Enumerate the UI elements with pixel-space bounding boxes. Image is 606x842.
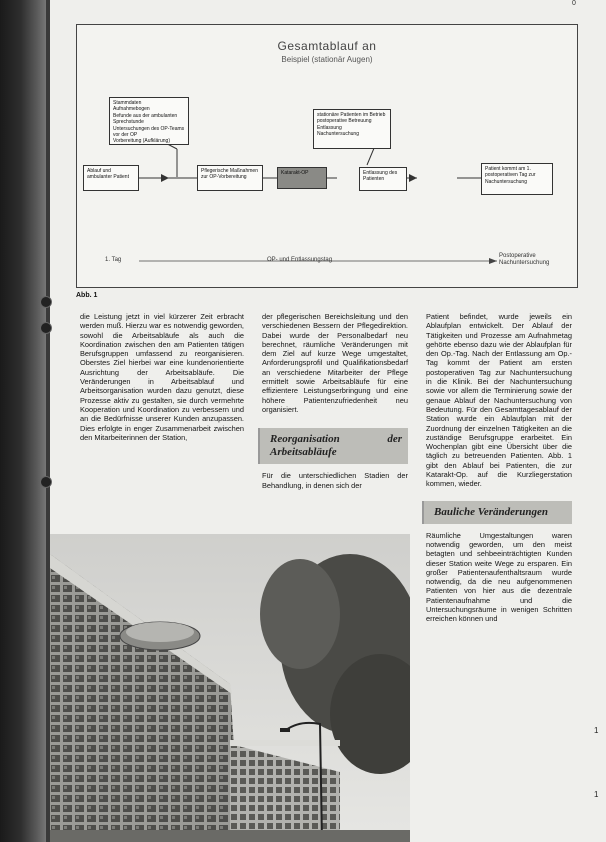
- prep-list-box: [109, 97, 189, 145]
- flow-step-followup: Patient kommt am 1. postoperativen Tag zur Nachuntersuchung: [481, 163, 553, 195]
- body-paragraph: Für die unterschiedlichen Stadien der Behandlung, in denen sich der: [262, 471, 408, 490]
- building-photo: [50, 534, 410, 842]
- list-item: Befunde aus der ambulanten Sprechstunde: [113, 112, 178, 126]
- process-diagram: [76, 24, 578, 288]
- list-item: postoperative Betreuung: [317, 118, 372, 125]
- body-paragraph: der pflegerischen Bereichsleitung und den verschiedenen Bessern der Pflegedirektion. Dabei wurde der Personalbedarf neu berechnet, räumliche Veränderungen mit dem Ziel auf kurze Wege umgestaltet, Anforderungsprofil und Qualifikationsbedarf an verschiedene Mitarbeiter der Pflege ermittelt sowie Arbeitsabläufe für eine effizientere Leistungserbringung und eine höhere Patientenzufriedenheit neu organisiert.: [262, 312, 408, 414]
- list-item: Nachuntersuchung: [317, 131, 359, 138]
- postop-list-box: [313, 109, 391, 149]
- flow-step-surgery: Katarakt-OP: [277, 167, 327, 189]
- binding-hole: [40, 322, 52, 334]
- body-paragraph: Patient befindet, wurde jeweils ein Ablaufplan entwickelt. Der Ablauf der Tätigkeiten und Prozesse am Aufnahmetag gehörte ebenso dazu wie der Ablaufplan für den Op.-Tag. Nach der Entlassung am Op.-Tag kommt der Patient am ersten postoperativen Tag zur Nachuntersuchung in die Klinik. Bei der Nachuntersuchung sowie vor allem die Terminierung sowie der genaue Ablauf der Nachuntersuchung von Bedeutung. Für den Gesamttagesablauf der Station wurde ein Ablaufplan mit der Zuordnung der einzelnen Tätigkeiten an die zuständige Berufsgruppe erarbeitet. Ein Wochenplan gibt eine Übersicht über die täglich zu betreuenden Patienten. Abb. 1 gibt den Ablauf bei Patienten, die zur Katarakt-Op. auf die Kurzliegerstation kommen, wieder.: [426, 312, 572, 489]
- list-item: stationäre Patienten im Betrieb: [317, 112, 386, 118]
- diagram-connectors: [77, 25, 577, 287]
- flow-step-discharge: Entlassung des Patienten: [359, 167, 407, 191]
- list-item: Entlassung: [317, 124, 342, 131]
- building-illustration: [50, 534, 410, 842]
- list-item: Stammdaten: [113, 100, 142, 106]
- flow-step-admission: Ablauf und ambulanter Patient: [83, 165, 139, 191]
- binding-hole: [40, 476, 52, 488]
- body-paragraph: die Leistung jetzt in viel kürzerer Zeit erbracht werden muß. Hierzu war es notwendig geworden, sowohl die Arbeitsabläufe als auch die Koordination zwischen den am Patienten tätigen Berufsgruppen umfassend zu reorganisieren. Oberstes Ziel hierbei war eine kundenorientierte Ausrichtung der Arbeitsabläufe. Die Veränderungen in Arbeitsablauf und Arbeitsorganisation wurden dazu genutzt, diese Prozesse aktiv zu gestalten, sie durch vermehrte Kooperation und Koordination zu verbessern und an die Bedürfnisse unserer Kunden anzupassen. Dies erfolgte in enger Zusammenarbeit zwischen den Mitarbeiterinnen der Station,: [80, 312, 244, 442]
- edge-mark: 1: [594, 726, 599, 735]
- list-item: Aufnahmebogen: [113, 106, 150, 113]
- text-column-2: [262, 312, 408, 490]
- timeline-label-start: 1. Tag: [105, 257, 122, 263]
- page-number: 0: [572, 0, 576, 7]
- list-item: Vorbereitung (Aufklärung): [113, 138, 170, 145]
- binding-strip: [0, 0, 46, 842]
- figure-subtitle: Beispiel (stationär Augen): [281, 55, 373, 64]
- list-item: Untersuchungen des OP-Teams vor der OP: [113, 125, 185, 139]
- timeline-label-mid: OP- und Entlassungstag: [267, 257, 333, 263]
- figure-caption: Abb. 1: [76, 292, 98, 299]
- binding-hole: [40, 296, 52, 308]
- edge-mark: 1: [594, 790, 599, 799]
- section-heading-bauliche: Bauliche Veränderungen: [422, 501, 572, 524]
- text-column-3: [426, 312, 572, 624]
- flow-step-prep: Pflegerische Maßnahmen zur OP-Vorbereitung: [197, 165, 263, 191]
- section-heading-reorganisation: Reorganisation der Arbeitsabläufe: [258, 428, 408, 464]
- body-paragraph: Räumliche Umgestaltungen waren notwendig geworden, um den meist betagten und sehbeeinträchtigten Kunden dieser Station weite Wege zu ersparen. Ein großer Patientenaufenthaltsraum wurde notwendig, da die neu aufgenommenen Patienten von hier aus die dezentrale Patientenaufnahme und die Untersuchungsräume in wenigen Schritten erreichen können und: [426, 530, 572, 624]
- timeline-label-end: Postoperative Nachuntersuchung: [499, 253, 550, 266]
- text-column-1: [80, 312, 244, 442]
- figure-title: Gesamtablauf an: [277, 39, 377, 53]
